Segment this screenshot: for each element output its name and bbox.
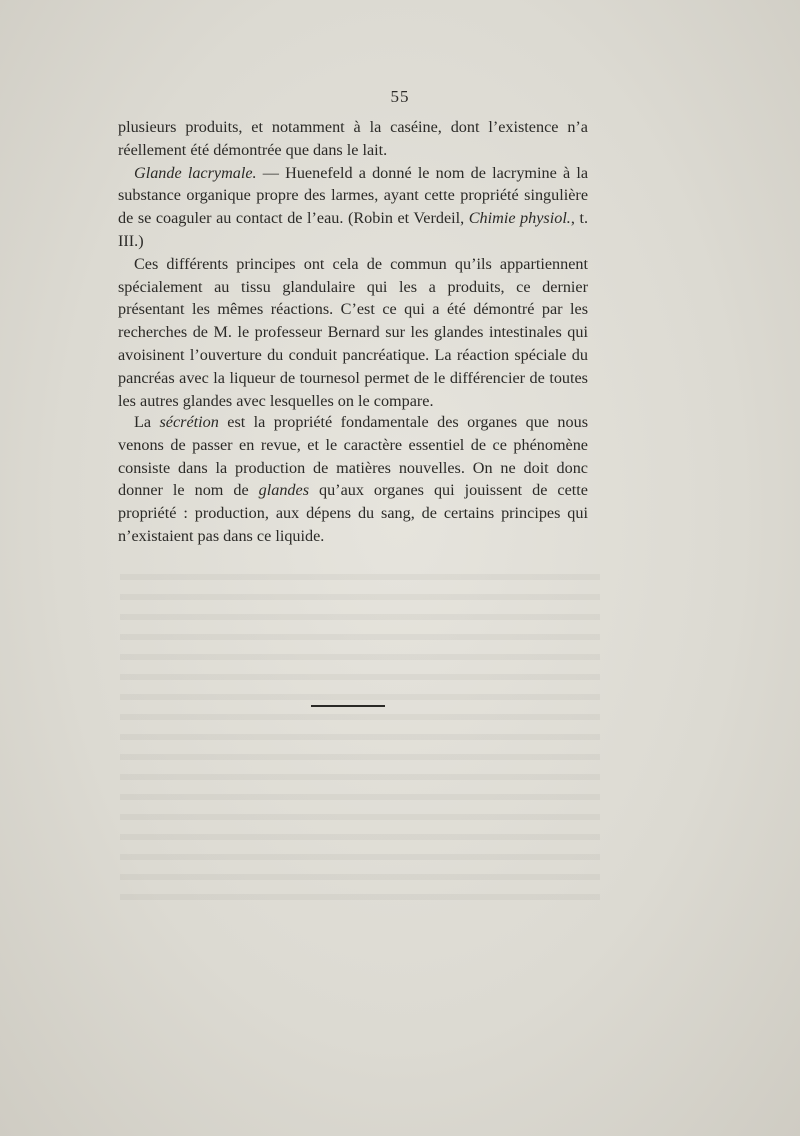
paragraph-secretion [118, 411, 588, 548]
paragraph-text: qu’aux organes qui jouissent de cette propriété : production, aux dépens du sang, de certains principes qui n’existaient pas dans ce liquide. [118, 481, 588, 545]
term-secretion: sécrétion [159, 413, 219, 431]
paragraph-principles: Ces différents principes ont cela de commun qu’ils appartiennent spécialement au tissu glandulaire qui les a produits, ce dernier présentant les mêmes réactions. C’est ce qui a été démontré par les recherches de M. le professeur Bernard sur les glandes intestinales qui avoisinent l’ouverture du conduit pancréatique. La réaction spéciale du pancréas avec la liqueur de tournesol permet de le différencier de toutes les autres glandes avec lesquelles on le compare. [118, 254, 588, 410]
paragraph-lacrymal-gland [118, 162, 588, 253]
show-through-texture [120, 560, 600, 900]
text-section-glands [118, 116, 588, 412]
paragraph-continuation: plusieurs produits, et notamment à la caséine, dont l’existence n’a réellement été démontrée que dans le lait. [118, 118, 588, 159]
section-heading-lacrymal: Glande lacrymale. [134, 163, 257, 182]
paragraph-text: est la propriété fondamentale des organes que nous venons de passer en revue, et le caractère essentiel de ce phénomène consiste dans la production de matières nouvelles. On ne doit donc donner le nom de [118, 413, 588, 500]
term-glandes: glandes [258, 481, 309, 500]
page-number: 55 [390, 87, 410, 106]
paragraph-text: — Huenefeld a donné le nom de lacrymine à la substance organique propre des larmes, ayant cette propriété singulière de se coaguler au contact de l’eau. (Robin et Verdeil, [118, 163, 588, 228]
section-end-rule [311, 705, 385, 707]
citation-volume: , t. III.) [118, 209, 588, 250]
citation-title: Chimie physiol. [468, 209, 571, 228]
text-section-secretion [118, 411, 588, 548]
paragraph-text: La [134, 413, 160, 431]
